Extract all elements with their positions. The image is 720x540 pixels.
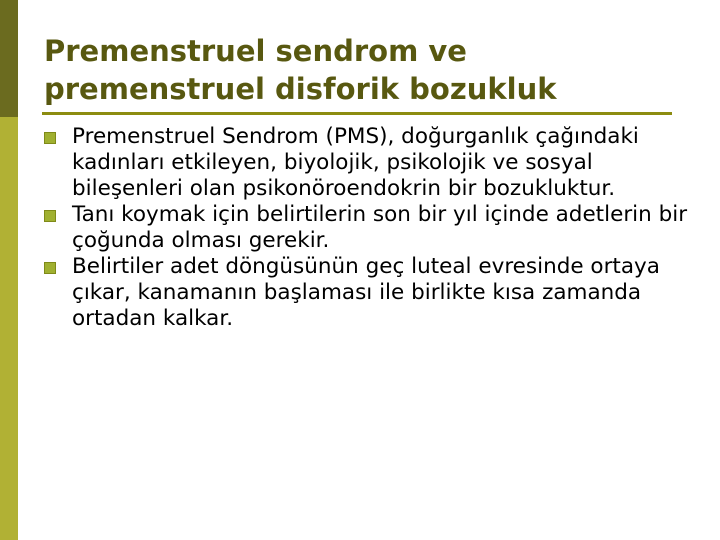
- square-bullet-icon: [44, 210, 56, 222]
- bullet-text: Belirtiler adet döngüsünün geç luteal evresinde ortaya çıkar, kanamanın başlaması ile birlikte kısa zamanda ortadan kalkar.: [72, 254, 660, 331]
- title-underline: [42, 112, 672, 115]
- sidebar-accent-dark: [0, 0, 18, 117]
- sidebar-accent-light: [0, 117, 18, 540]
- bullet-list: [44, 124, 694, 332]
- square-bullet-icon: [44, 132, 56, 144]
- slide-title: Premenstruel sendrom ve premenstruel disforik bozukluk: [44, 34, 557, 106]
- square-bullet-icon: [44, 262, 56, 274]
- bullet-item: [44, 254, 694, 332]
- bullet-text: Premenstruel Sendrom (PMS), doğurganlık çağındaki kadınları etkileyen, biyolojik, psikolojik ve sosyal bileşenleri olan psikonöroendokrin bir bozukluktur.: [72, 124, 639, 201]
- bullet-item: [44, 124, 694, 202]
- bullet-text: Tanı koymak için belirtilerin son bir yıl içinde adetlerin bir çoğunda olması gerekir.: [72, 202, 688, 253]
- bullet-item: [44, 202, 694, 254]
